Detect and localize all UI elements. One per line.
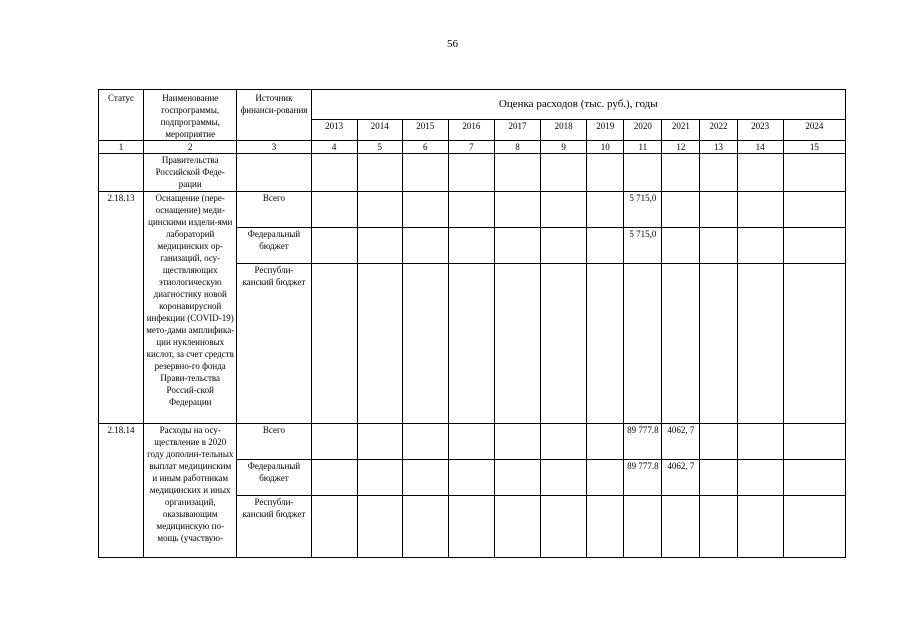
value-2020: 89 777.8 — [624, 424, 662, 460]
value-2020: 5 715,0 — [624, 228, 662, 264]
year-header: 2023 — [737, 119, 783, 140]
table-row — [99, 154, 846, 192]
header-status: Статус — [99, 90, 144, 141]
value-2020: 5 715,0 — [624, 192, 662, 228]
column-number: 1 — [99, 141, 144, 154]
header-estimate: Оценка расходов (тыс. руб.), годы — [311, 90, 845, 120]
year-header: 2015 — [402, 119, 448, 140]
header-source: Источник финанси-рования — [237, 90, 311, 141]
column-number: 10 — [587, 141, 624, 154]
column-number: 2 — [144, 141, 237, 154]
year-header: 2022 — [700, 119, 737, 140]
row-name: Оснащение (пере-оснащение) меди-цинскими издели-ями лабораторий медицинских ор-ганизаций, осу-ществляющих этиологическую диагностику новой коронавирусной инфекции (COVID-19) мето-дами амплифика-ции нуклеиновых кислот, за счет средств резервно-го фонда Прави-тельства Россий-ской Федерации — [144, 192, 237, 424]
row-name: Расходы на осу-ществление в 2020 году дополни-тельных выплат медицинским и иным работникам медицинских и иных организаций, оказывающим медицинскую по-мощь (участвую- — [144, 424, 237, 558]
value-2021 — [662, 192, 700, 228]
year-header: 2020 — [624, 119, 662, 140]
source-label: Федеральный бюджет — [237, 460, 311, 496]
row-status: 2.18.14 — [99, 424, 144, 558]
value-2020 — [624, 264, 662, 424]
column-number-row — [99, 141, 846, 154]
source-label: Всего — [237, 424, 311, 460]
source-label: Федеральный бюджет — [237, 228, 311, 264]
value-2021 — [662, 264, 700, 424]
value-2021: 4062, 7 — [662, 424, 700, 460]
column-number: 12 — [662, 141, 700, 154]
value-2021 — [662, 228, 700, 264]
year-header: 2014 — [357, 119, 402, 140]
year-header: 2018 — [541, 119, 587, 140]
table-row — [99, 424, 846, 460]
year-header: 2024 — [783, 119, 845, 140]
column-number: 8 — [494, 141, 540, 154]
expenditure-table — [98, 89, 846, 558]
value-2020 — [624, 496, 662, 558]
year-header: 2019 — [587, 119, 624, 140]
row-status: 2.18.13 — [99, 192, 144, 424]
page-number: 56 — [447, 38, 458, 50]
source-label: Республи-канский бюджет — [237, 264, 311, 424]
column-number: 7 — [448, 141, 494, 154]
source-label: Республи-канский бюджет — [237, 496, 311, 558]
column-number: 9 — [541, 141, 587, 154]
source-label: Всего — [237, 192, 311, 228]
column-number: 14 — [737, 141, 783, 154]
value-2021 — [662, 496, 700, 558]
column-number: 3 — [237, 141, 311, 154]
column-number: 11 — [624, 141, 662, 154]
table-row — [99, 192, 846, 228]
year-header: 2013 — [311, 119, 357, 140]
header-name: Наименование госпрограммы, подпрограммы, мероприятие — [144, 90, 237, 141]
column-number: 15 — [783, 141, 845, 154]
column-number: 13 — [700, 141, 737, 154]
value-2020: 89 777.8 — [624, 460, 662, 496]
year-header: 2021 — [662, 119, 700, 140]
continuation-name: Правительства Российской Феде-рации — [144, 154, 237, 192]
year-header: 2016 — [448, 119, 494, 140]
column-number: 6 — [402, 141, 448, 154]
value-2021: 4062, 7 — [662, 460, 700, 496]
column-number: 4 — [311, 141, 357, 154]
column-number: 5 — [357, 141, 402, 154]
year-header: 2017 — [494, 119, 540, 140]
